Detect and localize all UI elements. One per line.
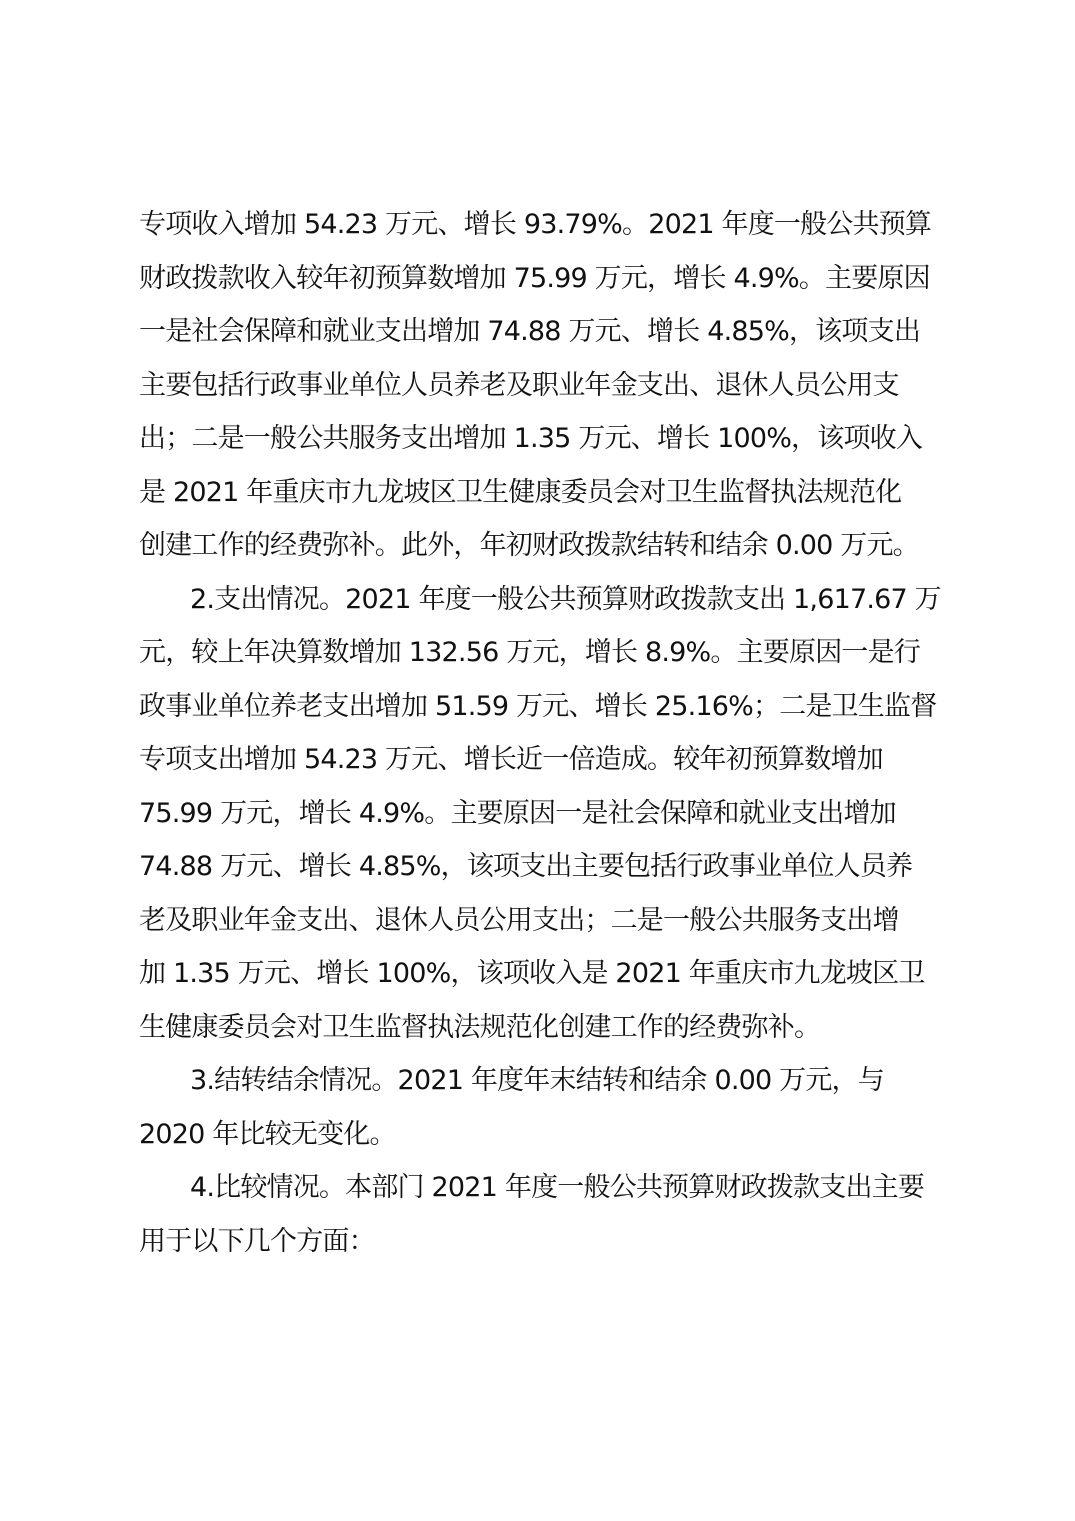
- paragraph-start-line: 4.比较情况。本部门 2021 年度一般公共预算财政拨款支出主要: [190, 1172, 925, 1203]
- text-line: 2020 年比较无变化。: [139, 1118, 396, 1150]
- text-line: 元，较上年决算数增加 132.56 万元，增长 8.9%。主要原因一是行: [139, 637, 921, 668]
- text-line: 用于以下几个方面：: [139, 1225, 375, 1257]
- text-line: 专项收入增加 54.23 万元、增长 93.79%。2021 年度一般公共预算: [139, 209, 932, 240]
- body-text: [139, 198, 939, 1268]
- text-line: 74.88 万元、增长 4.85%，该项支出主要包括行政事业单位人员养: [139, 851, 913, 882]
- text-line: 生健康委员会对卫生监督执法规范化创建工作的经费弥补。: [139, 1011, 821, 1043]
- text-line: 政事业单位养老支出增加 51.59 万元、增长 25.16%；二是卫生监督: [139, 690, 937, 722]
- text-line: 老及职业年金支出、退休人员公用支出；二是一般公共服务支出增: [139, 904, 899, 936]
- paragraph-start-line: 2.支出情况。2021 年度一般公共预算财政拨款支出 1,617.67 万: [190, 583, 941, 615]
- text-line: 出；二是一般公共服务支出增加 1.35 万元、增长 100%，该项收入: [139, 423, 923, 454]
- text-line: 一是社会保障和就业支出增加 74.88 万元、增长 4.85%，该项支出: [139, 316, 921, 347]
- text-line: 财政拨款收入较年初预算数增加 75.99 万元，增长 4.9%。主要原因: [139, 262, 930, 294]
- text-line: 加 1.35 万元、增长 100%，该项收入是 2021 年重庆市九龙坡区卫: [139, 958, 925, 989]
- text-line: 主要包括行政事业单位人员养老及职业年金支出、退休人员公用支: [139, 369, 899, 401]
- text-line: 专项支出增加 54.23 万元、增长近一倍造成。较年初预算数增加: [139, 744, 883, 775]
- paragraph-start-line: 3.结转结余情况。2021 年度年末结转和结余 0.00 万元，与: [190, 1065, 884, 1096]
- text-line: 75.99 万元，增长 4.9%。主要原因一是社会保障和就业支出增加: [139, 797, 896, 829]
- text-line: 创建工作的经费弥补。此外，年初财政拨款结转和结余 0.00 万元。: [139, 530, 919, 561]
- text-line: 是 2021 年重庆市九龙坡区卫生健康委员会对卫生监督执法规范化: [139, 476, 902, 508]
